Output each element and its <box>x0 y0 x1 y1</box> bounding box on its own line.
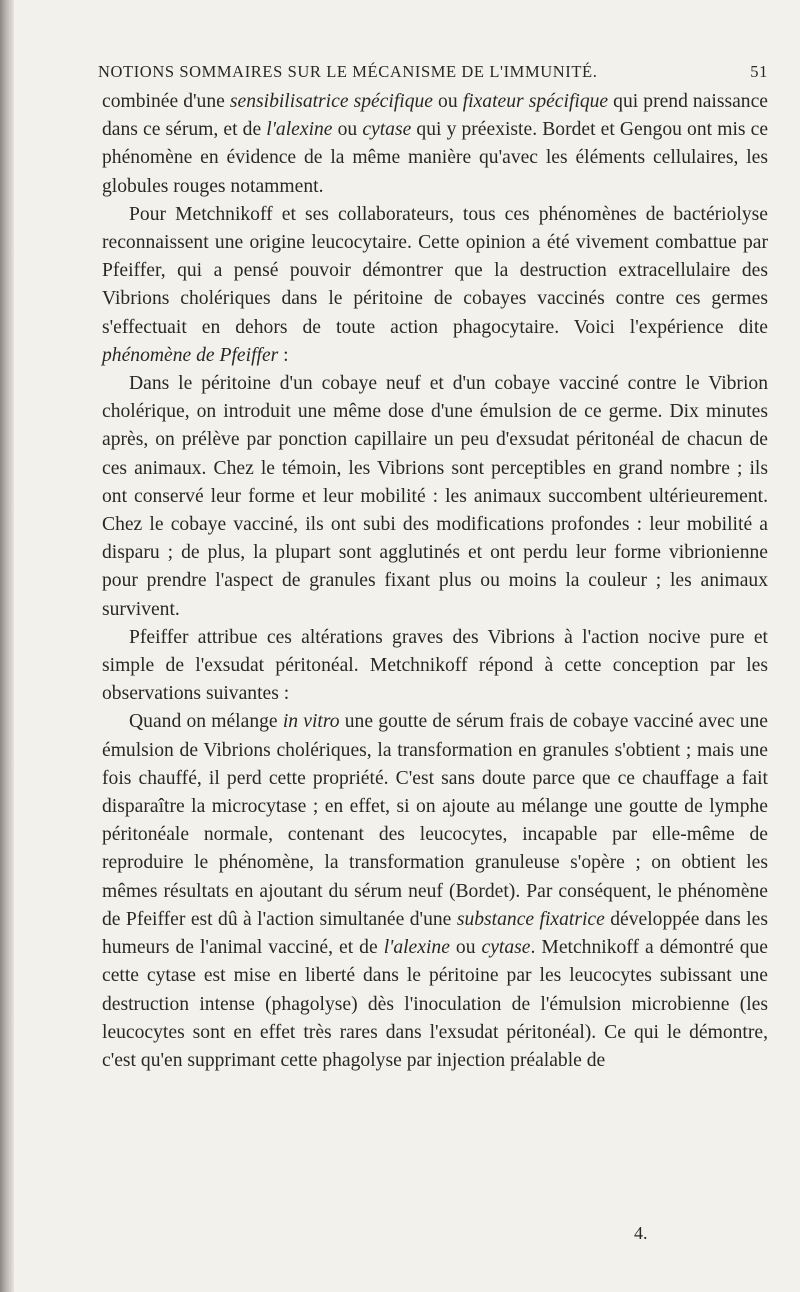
body-text <box>102 88 768 1075</box>
italic-text-run: cytase <box>362 119 412 141</box>
text-run: : <box>278 344 289 366</box>
text-run: ou <box>332 119 363 141</box>
text-run: . Metchnikoff a démontré que cette cytase est mise en liberté dans le péritoine par les leucocytes subissant une destruction intense (phagolyse) dès l'inoculation de l'émulsion microbienne (les leucocytes sont en effet très rares dans l'exsudat péritonéal). Ce qui le démontre, c'est qu'en supprimant cette phagolyse par injection préalable de <box>102 937 769 1071</box>
paragraph <box>102 88 768 201</box>
paragraph <box>102 708 768 1075</box>
text-run: Quand on mélange <box>129 711 283 733</box>
italic-text-run: sensibilisatrice spécifique <box>229 91 434 112</box>
text-run: Dans le péritoine d'un cobaye neuf et d'un cobaye vacciné contre le Vibrion cholérique, on introduit une même dose d'une émulsion de ce germe. Dix minutes après, on prélève par ponction capillaire un peu d'exsudat péritonéal de chacun de ces animaux. Chez le témoin, les Vibrions sont perceptibles en grand nombre ; ils ont conservé leur forme et leur mobilité : les animaux succombent ultérieurement. Chez le cobaye vacciné, ils ont subi des modifications profondes : leur mobilité a disparu ; de plus, la plupart sont agglutinés et ont perdu leur forme vibrionienne pour prendre l'aspect de granules fixant plus ou moins la couleur ; les animaux survivent. <box>102 373 768 620</box>
italic-text-run: cytase <box>481 937 531 959</box>
italic-text-run: l'alexine <box>383 937 450 959</box>
book-page <box>98 62 768 1075</box>
italic-text-run: fixateur spécifique <box>462 91 609 112</box>
text-run: développée dans les humeurs de l'animal vacciné, et de <box>102 908 768 959</box>
text-run: ou <box>449 937 482 959</box>
italic-text-run: phénomène de Pfeiffer <box>102 344 279 366</box>
page-number: 51 <box>750 62 768 81</box>
text-run: une goutte de sérum frais de cobaye vacciné avec une émulsion de Vibrions cholériques, la transformation en granules s'obtient ; mais une fois chauffé, il perd cette propriété. C'est sans doute parce que ce chauffage a fait disparaître la microcytase ; en effet, si on ajoute au mélange une goutte de lymphe péritonéale normale, contenant des leucocytes, incapable par elle-même de reproduire le phénomène, la transformation granuleuse s'opère ; on obtient les mêmes résultats en ajoutant du sérum neuf (Bordet). Par conséquent, le phénomène de Pfeiffer est dû à l'action simultanée d'une <box>102 711 769 930</box>
book-binding-shadow <box>0 0 14 1292</box>
text-run: ou <box>433 91 463 112</box>
header-title: NOTIONS SOMMAIRES SUR LE MÉCANISME DE L'IMMUNITÉ. <box>98 62 598 81</box>
text-run: qui y préexiste. Bordet et Gengou ont mis ce phénomène en évidence de la même manière qu'avec les éléments cellulaires, les globules rouges notamment. <box>102 119 769 197</box>
text-run: combinée d'une <box>102 91 230 112</box>
paragraph <box>102 201 768 370</box>
italic-text-run: l'alexine <box>266 119 333 141</box>
text-run: qui prend naissance dans ce sérum, et de <box>102 91 769 141</box>
signature-mark: 4. <box>634 1223 648 1243</box>
running-header <box>98 62 768 82</box>
italic-text-run: substance fixatrice <box>456 908 605 930</box>
italic-text-run: in vitro <box>282 711 340 733</box>
text-run: Pour Metchnikoff et ses collaborateurs, tous ces phénomènes de bactériolyse reconnaissent une origine leucocytaire. Cette opinion a été vivement combattue par Pfeiffer, qui a pensé pouvoir démontrer que la destruction extracellulaire des Vibrions cholériques dans le péritoine de cobayes vaccinés contre ces germes s'effectuait en dehors de toute action phagocytaire. Voici l'expérience dite <box>102 203 768 338</box>
paragraph <box>102 624 768 709</box>
text-run: Pfeiffer attribue ces altérations graves des Vibrions à l'action nocive pure et simple de l'exsudat péritonéal. Metchnikoff répond à cette conception par les observations suivantes : <box>102 626 768 705</box>
paragraph <box>102 370 768 624</box>
